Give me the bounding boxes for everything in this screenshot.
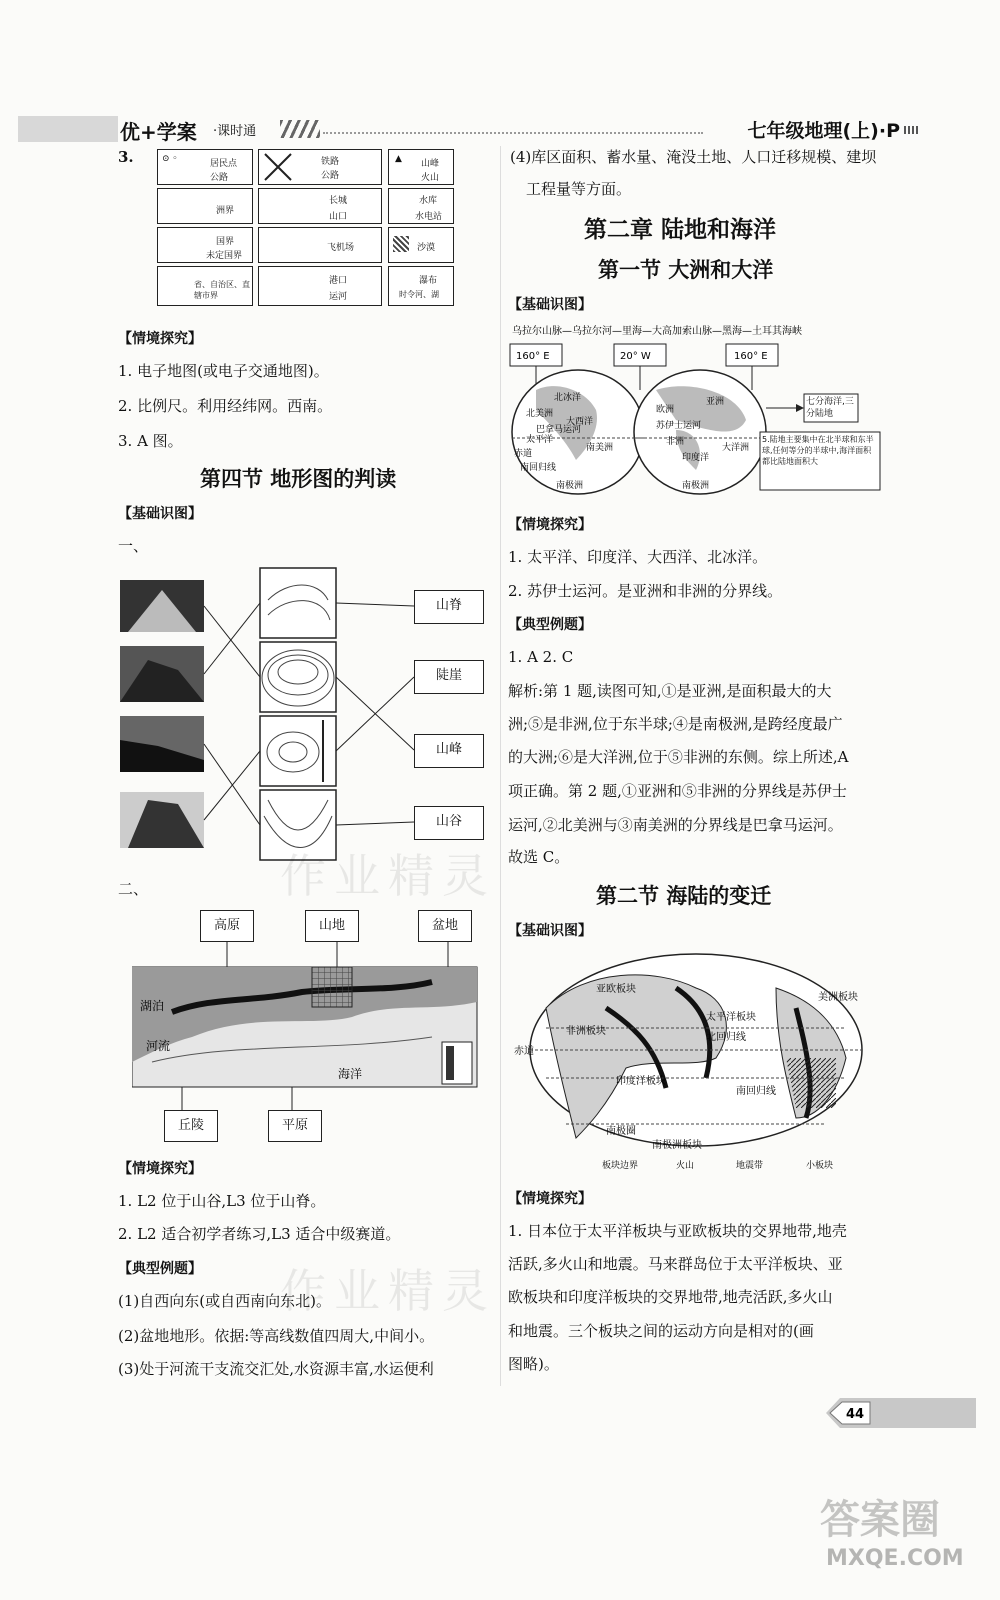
terrain-label-plain: 平原 bbox=[268, 1110, 322, 1142]
base-tag: 【基础识图】 bbox=[508, 923, 592, 939]
svg-text:巴拿马运河: 巴拿马运河 bbox=[536, 425, 582, 435]
q3-label: 3. bbox=[118, 148, 134, 166]
example-answer: (1)自西向东(或自西南向东北)。 bbox=[118, 1292, 331, 1310]
svg-text:印度洋板块: 印度洋板块 bbox=[616, 1076, 666, 1087]
legend-cell: 铁路 公路 bbox=[258, 149, 382, 185]
legend-cell: 洲界 bbox=[157, 188, 253, 224]
legend-cell: 国界 未定国界 bbox=[157, 227, 253, 263]
svg-text:南美洲: 南美洲 bbox=[586, 443, 614, 453]
svg-text:地震带: 地震带 bbox=[736, 1161, 764, 1171]
explanation-line: 项正确。第 2 题,①亚洲和⑤非洲的分界线是苏伊士 bbox=[508, 782, 847, 800]
continued-answer: (4)库区面积、蓄水量、淹没土地、人口迁移规模、建坝 bbox=[510, 148, 877, 166]
explore-answer: 活跃,多火山和地震。马来群岛位于太平洋板块、亚 bbox=[508, 1255, 843, 1273]
svg-text:海洋: 海洋 bbox=[338, 1067, 363, 1081]
svg-text:南极洲板块: 南极洲板块 bbox=[652, 1140, 702, 1151]
explore-tag: 【情境探究】 bbox=[508, 1191, 592, 1207]
header-stripes bbox=[280, 120, 320, 138]
svg-text:北回归线: 北回归线 bbox=[706, 1032, 746, 1043]
part-two-label: 二、 bbox=[118, 880, 149, 898]
svg-text:乌拉尔山脉—乌拉尔河—里海—大高加索山脉—黑海—土耳其海峡: 乌拉尔山脉—乌拉尔河—里海—大高加索山脉—黑海—土耳其海峡 bbox=[512, 326, 802, 337]
legend-cell: 港口 运河 bbox=[258, 266, 382, 306]
explore-answer: 和地震。三个板块之间的运动方向是相对的(画 bbox=[508, 1322, 814, 1340]
globe-note-ratio: 七分海洋,三分陆地 bbox=[806, 397, 854, 419]
svg-text:印度洋: 印度洋 bbox=[682, 453, 710, 463]
svg-text:南极洲: 南极洲 bbox=[682, 481, 710, 491]
svg-text:小板块: 小板块 bbox=[806, 1161, 834, 1171]
header-dots-icon bbox=[904, 126, 920, 134]
svg-text:太平洋: 太平洋 bbox=[526, 435, 554, 445]
svg-text:赤道: 赤道 bbox=[514, 1046, 534, 1057]
svg-text:北美洲: 北美洲 bbox=[526, 409, 554, 419]
part-one-label: 一、 bbox=[118, 537, 149, 555]
svg-text:北冰洋: 北冰洋 bbox=[554, 393, 582, 403]
svg-text:南回归线: 南回归线 bbox=[736, 1086, 776, 1097]
explore-tag: 【情境探究】 bbox=[508, 517, 592, 533]
legend-cell: 省、自治区、直辖市界 bbox=[157, 266, 253, 306]
book-brand: 优+学案 bbox=[120, 120, 197, 144]
explanation-line: 洲;⑤是非洲,位于东半球;④是南极洲,是跨经度最广 bbox=[508, 715, 843, 733]
match-label-cliff: 陡崖 bbox=[414, 660, 484, 694]
explanation-line: 解析:第 1 题,读图可知,①是亚洲,是面积最大的大 bbox=[508, 682, 832, 700]
base-tag: 【基础识图】 bbox=[508, 297, 592, 313]
example-answer: (3)处于河流干支流交汇处,水资源丰富,水运便利 bbox=[118, 1360, 434, 1378]
svg-text:南极圈: 南极圈 bbox=[606, 1126, 636, 1137]
svg-text:大西洋: 大西洋 bbox=[566, 417, 594, 427]
svg-text:南极洲: 南极洲 bbox=[556, 481, 584, 491]
legend-cell: 飞机场 bbox=[258, 227, 382, 263]
svg-text:板块边界: 板块边界 bbox=[602, 1161, 639, 1171]
chapter-title: 第二章 陆地和海洋 bbox=[584, 217, 777, 243]
base-tag: 【基础识图】 bbox=[118, 506, 202, 522]
section-title: 第二节 海陆的变迁 bbox=[596, 884, 772, 908]
explore-answer: 欧板块和印度洋板块的交界地带,地壳活跃,多火山 bbox=[508, 1288, 833, 1306]
legend-cell: 瀑布 时令河、湖 bbox=[388, 266, 454, 306]
watermark-url: MXQE.COM bbox=[826, 1546, 964, 1571]
explore-answer: 1. 日本位于太平洋板块与亚欧板块的交界地带,地壳 bbox=[508, 1222, 847, 1240]
legend-cell: ▲ 山峰 火山 bbox=[388, 149, 454, 185]
match-label-valley: 山谷 bbox=[414, 806, 484, 840]
explore-answer: 1. 太平洋、印度洋、大西洋、北冰洋。 bbox=[508, 548, 768, 566]
svg-text:太平洋板块: 太平洋板块 bbox=[706, 1012, 756, 1023]
header-bar bbox=[18, 116, 118, 142]
terrain-label-mountain: 山地 bbox=[305, 910, 359, 942]
svg-text:非洲: 非洲 bbox=[666, 437, 685, 447]
svg-text:赤道: 赤道 bbox=[514, 449, 533, 459]
terrain-map bbox=[132, 942, 482, 1112]
section-title: 第一节 大洲和大洋 bbox=[598, 258, 774, 282]
watermark-logo: 答案圈 bbox=[820, 1497, 940, 1543]
explore-answer: 1. L2 位于山谷,L3 位于山脊。 bbox=[118, 1192, 326, 1210]
legend-cell: 长城 山口 bbox=[258, 188, 382, 224]
svg-text:160° E: 160° E bbox=[516, 351, 550, 362]
explanation-line: 的大洲;⑥是大洋洲,位于⑤非洲的东侧。综上所述,A bbox=[508, 748, 849, 766]
explore-answer: 2. 苏伊士运河。是亚洲和非洲的分界线。 bbox=[508, 582, 783, 600]
svg-text:苏伊士运河: 苏伊士运河 bbox=[656, 421, 702, 431]
header-dotted-rule bbox=[323, 132, 703, 134]
example-answer: 1. A 2. C bbox=[508, 648, 574, 666]
watermark: 作业精灵 bbox=[280, 1264, 496, 1318]
example-tag: 【典型例题】 bbox=[508, 617, 592, 633]
continued-answer: 工程量等方面。 bbox=[526, 180, 632, 198]
book-grade-title: 七年级地理(上)·P bbox=[747, 120, 900, 142]
explore-answer: 3. A 图。 bbox=[118, 432, 183, 450]
section-title: 第四节 地形图的判读 bbox=[200, 467, 397, 491]
book-subtitle: ·课时通 bbox=[213, 124, 257, 139]
explanation-line: 故选 C。 bbox=[508, 848, 570, 866]
legend-cell: 水库 水电站 bbox=[388, 188, 454, 224]
explore-answer: 2. 比例尺。利用经纬网。西南。 bbox=[118, 397, 333, 415]
example-tag: 【典型例题】 bbox=[118, 1261, 202, 1277]
svg-text:非洲板块: 非洲板块 bbox=[566, 1026, 606, 1037]
svg-text:亚欧板块: 亚欧板块 bbox=[596, 984, 636, 995]
svg-text:美洲板块: 美洲板块 bbox=[818, 992, 858, 1003]
watermark: 作业精灵 bbox=[280, 849, 496, 903]
explore-tag: 【情境探究】 bbox=[118, 1161, 202, 1177]
svg-text:大洋洲: 大洋洲 bbox=[722, 443, 750, 453]
legend-cell: 沙漠 bbox=[388, 227, 454, 263]
terrain-label-basin: 盆地 bbox=[418, 910, 472, 942]
svg-text:欧洲: 欧洲 bbox=[656, 405, 675, 415]
tectonic-plates-map bbox=[506, 948, 886, 1174]
column-divider bbox=[500, 146, 501, 1386]
svg-text:20° W: 20° W bbox=[620, 351, 651, 362]
explore-answer: 1. 电子地图(或电子交通地图)。 bbox=[118, 362, 329, 380]
svg-text:44: 44 bbox=[846, 1407, 865, 1422]
svg-text:160° E: 160° E bbox=[734, 351, 768, 362]
explanation-line: 运河,②北美洲与③南美洲的分界线是巴拿马运河。 bbox=[508, 816, 843, 834]
match-label-peak: 山峰 bbox=[414, 734, 484, 768]
svg-text:火山: 火山 bbox=[676, 1161, 695, 1171]
explore-answer: 2. L2 适合初学者练习,L3 适合中级赛道。 bbox=[118, 1225, 401, 1243]
explore-tag: 【情境探究】 bbox=[118, 331, 202, 347]
example-answer: (2)盆地地形。依据:等高线数值四周大,中间小。 bbox=[118, 1327, 435, 1345]
terrain-label-hills: 丘陵 bbox=[164, 1110, 218, 1142]
terrain-label-plateau: 高原 bbox=[200, 910, 254, 942]
svg-text:亚洲: 亚洲 bbox=[706, 397, 725, 407]
match-label-ridge: 山脊 bbox=[414, 590, 484, 624]
svg-text:南回归线: 南回归线 bbox=[520, 463, 557, 473]
svg-text:湖泊: 湖泊 bbox=[140, 999, 165, 1013]
globe-note-distribution: 5.陆地主要集中在北半球和东半球,任何等分的半球中,海洋面积都比陆地面积大 bbox=[762, 435, 874, 466]
page-number-tab bbox=[826, 1396, 976, 1430]
legend-cell: ⊙ ◦ 居民点 公路 bbox=[157, 149, 253, 185]
page-header bbox=[18, 112, 980, 146]
svg-text:河流: 河流 bbox=[146, 1039, 171, 1053]
explore-answer: 图略)。 bbox=[508, 1355, 559, 1373]
